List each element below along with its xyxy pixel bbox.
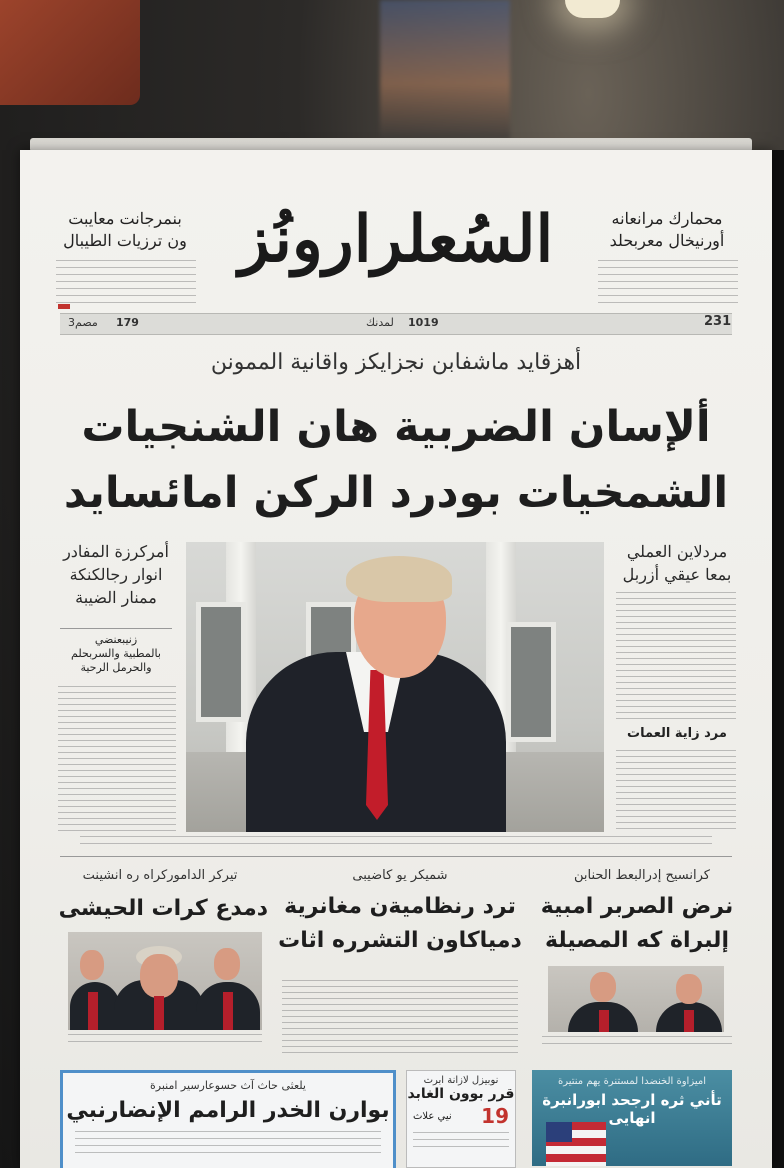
bottom-right-headline-line-1: نرض الصربر امبية [540, 894, 734, 919]
right-column-head-line-2: بمعا عيقي أزربل [622, 565, 732, 584]
left-column-head-line-2: انوار رجالكنكة [69, 565, 163, 584]
background-storefront [380, 0, 510, 140]
headline-line-1: ألإسان الضربية هان الشنجيات [81, 402, 711, 452]
left-column-head-line-3: ممنار الضيبة [75, 588, 157, 607]
left-column-subhead-line-1: زنيبعنضي [94, 633, 138, 646]
person-tie [684, 1010, 694, 1032]
dateline-left-label: 3مصم [68, 316, 98, 329]
left-column-head-line-1: أمركرزة المفادر [63, 542, 169, 561]
left-column-subhead-line-2: بالمطبية والسربحلم [71, 647, 161, 660]
top-right-teaser-line-1: محمارك مرانعانه [611, 209, 723, 228]
top-right-body-text [598, 260, 738, 308]
right-column-subhead: مرد زاية العمات [627, 726, 727, 741]
left-column-head [56, 540, 176, 609]
bottom-left-caption [68, 1034, 262, 1044]
top-left-body-text [56, 260, 196, 304]
photo-window [506, 622, 556, 742]
section-divider [60, 856, 732, 857]
bottom-center-headline-line-2: دمياكاون التشرره اثات [278, 928, 522, 953]
bottom-right-headline-line-2: إلبراة كه المصيلة [545, 928, 729, 953]
person-tie [223, 992, 233, 1030]
promo-center-label: نيي علاث [413, 1110, 452, 1122]
promo-left-box [60, 1070, 396, 1168]
newspaper-front-page [20, 150, 772, 1168]
background-shop-sign [0, 0, 140, 105]
dateline-left-number: 179 [116, 316, 139, 329]
bottom-right-kicker: كرانسيح إدرالبعط الحنابن [574, 868, 710, 883]
dateline-red-marker [58, 304, 70, 309]
promo-left-headline: بوارن الخدر الرامم الإنضارنبي [66, 1098, 390, 1123]
person-face [676, 974, 702, 1004]
background-lamp [565, 0, 620, 18]
promo-right-box [532, 1070, 732, 1166]
person-tie [599, 1010, 609, 1032]
headline-kicker: أهزقايد ماشفابن نجزايكز واقانية الممونن [210, 350, 582, 375]
right-column-head-line-1: مردلاين العملي [626, 542, 728, 561]
right-column-body-text [616, 592, 736, 722]
person-tie [154, 996, 164, 1030]
promo-left-kicker: يلعثى حاث آث حسوعارسير امنبرة [150, 1079, 306, 1092]
promo-center-headline: قرر بوون الغابد [407, 1086, 515, 1102]
bottom-left-photo [68, 932, 262, 1030]
bottom-center-headline [275, 890, 525, 958]
person-tie [88, 992, 98, 1030]
photo-caption [80, 836, 712, 848]
bottom-right-headline [532, 890, 742, 958]
right-column-body-text-2 [616, 750, 736, 832]
flag-canton [546, 1122, 572, 1142]
promo-center-kicker: نوبيزل لازانة ابرت [423, 1075, 499, 1086]
promo-right-headline: تأني ثره ارجحد ابورانبرة انهايى [542, 1091, 722, 1127]
dateline-center-number: 1019 [408, 316, 439, 329]
left-column-subhead [60, 628, 172, 675]
masthead-title: السُعلرارونُز [238, 202, 554, 277]
top-left-teaser-line-1: بنمرجانت معايبت [68, 209, 182, 228]
left-column-body-text [58, 686, 176, 836]
dateline-bar [60, 313, 732, 335]
bottom-left-headline: دمدع كرات الحيشى [58, 896, 268, 921]
promo-right-kicker: اميزاوة الخنضدا لمستنرة يهم منتيرة [558, 1076, 706, 1087]
photo-window [196, 602, 246, 722]
headline-line-2: الشمخيات بودرد الركن امائسايد [63, 468, 729, 518]
person-face [140, 954, 178, 998]
top-left-teaser-line-2: ون ترزيات الطيبال [63, 231, 187, 250]
promo-left-body-text [75, 1131, 381, 1153]
person-face [80, 950, 104, 980]
left-column-subhead-line-3: والحرمل الرحية [80, 661, 152, 674]
promo-center-box [406, 1070, 516, 1168]
top-right-teaser [592, 208, 742, 252]
right-column-head [612, 540, 742, 586]
bottom-center-headline-line-1: ترد رنظاميةن مغانرية [284, 894, 516, 919]
person-face [590, 972, 616, 1002]
bottom-center-kicker: شميكر يو كاضيبى [352, 868, 448, 883]
dateline-right-number: 231 [704, 314, 732, 329]
person-face [214, 948, 240, 980]
lead-photo [186, 542, 604, 832]
bottom-right-caption [542, 1036, 732, 1046]
bottom-left-kicker: تيركر الداموركراه ره انشينت [82, 868, 238, 883]
bottom-right-photo [548, 966, 724, 1032]
dateline-center-label: لمدنك [366, 316, 394, 329]
promo-center-number: 19 [481, 1104, 509, 1128]
top-right-teaser-line-2: أورنيخال معربحلد [609, 231, 725, 250]
bottom-center-body-text [282, 980, 518, 1056]
promo-center-body-text [413, 1132, 509, 1152]
top-left-teaser [50, 208, 200, 252]
photo-subject-hair [346, 556, 452, 602]
